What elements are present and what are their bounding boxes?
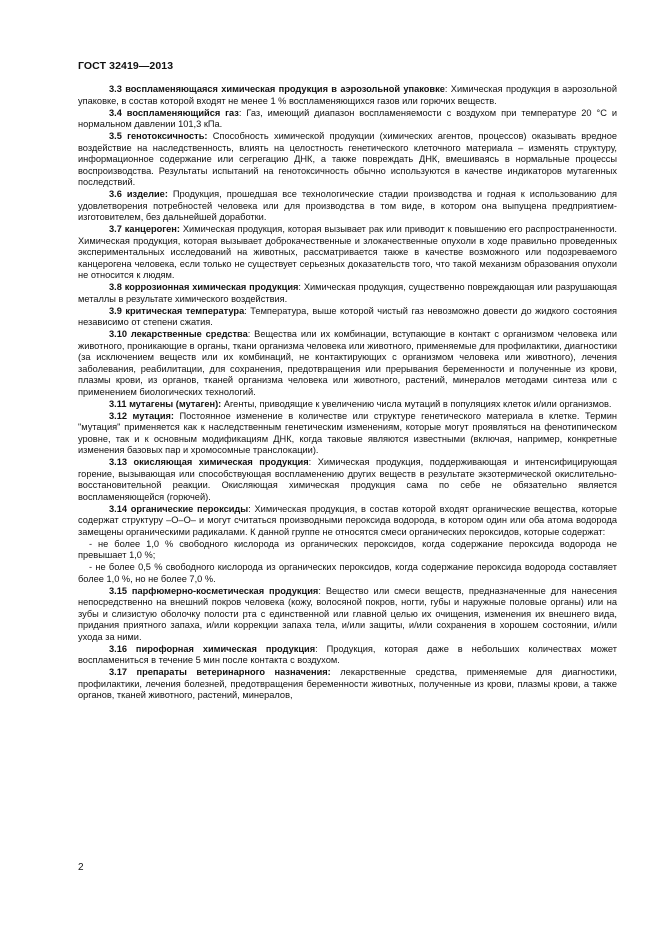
definition-paragraph: 3.3 воспламеняющаяся химическая продукция в аэрозольной упаковке: Химическая продукция в аэрозольной упаковке, в состав которой входят не менее 1 % воспламеняющихся газов или горючих веществ. (78, 84, 617, 106)
definition-term: 3.15 парфюмерно-косметическая продукция (109, 585, 319, 596)
definition-paragraph: 3.10 лекарственные средства: Вещества или их комбинации, вступающие в контакт с организмом человека или животного, проникающие в органы, ткани организма человека или животного, применяемые для профилактики, диагностики (за исключением веществ или их комбинаций, не контактирующих с организмом человека или животного), лечения заболевания, реабилитации, для сохранения, предотвращения или прерывания беременности и полученные из крови, плазмы крови, из органов, тканей организма человека или животного, растений, минералов методами синтеза или с применением биологических технологий. (78, 329, 617, 397)
definition-text: Химическая продукция, которая вызывает рак или приводит к повышению его распространенности. Химическая продукция, которая вызывает доброкачественные и злокачественные опухоли в ходе правильно проведенных экспериментальных исследований на животных, рассматривается также в качестве возможного или подозреваемого канцерогена человека, если только не существует серьезных доказательств того, что такой механизм образования опухоли не относится к людям. (78, 224, 617, 280)
definition-term: 3.3 воспламеняющаяся химическая продукция в аэрозольной упаковке (109, 84, 445, 94)
definition-paragraph: 3.4 воспламеняющийся газ: Газ, имеющий диапазон воспламеняемости с воздухом при температуре 20 °С и нормальном давлении 101,3 кПа. (78, 107, 617, 129)
definition-term: 3.7 канцероген: (109, 224, 180, 234)
definition-paragraph: 3.8 коррозионная химическая продукция: Химическая продукция, существенно повреждающая или разрушающая металлы в результате химического воздействия. (78, 282, 618, 304)
definition-paragraph: 3.14 органические пероксиды: Химическая продукция, в состав которой входят органические вещества, которые содержат структуру –О–О– и могут считаться производными пероксида водорода, в котором один или оба атома водорода замещены органическими радикалами. К данной группе не относятся смеси органических пероксидов, которые содержат: (78, 503, 618, 537)
definition-term: 3.13 окисляющая химическая продукция (109, 457, 309, 467)
definition-term: 3.11 мутагены (мутаген): (109, 398, 222, 409)
definition-paragraph: 3.15 парфюмерно-косметическая продукция: Вещество или смеси веществ, предназначенные для нанесения непосредственно на внешний покров человека (кожу, волосяной покров, ногти, губы и наружные половые органы) или на зубы и слизистую оболочку полости рта с единственной или главной целью их очищения, изменения их внешнего вида, придания приятного запаха, и/или коррекции запаха тела, и/или защиты, и/или сохранения в хорошем состоянии, и/или ухода за ними. (78, 585, 618, 642)
definition-text: Температура, выше которой чистый газ невозможно довести до жидкого состояния независимо от степени сжатия. (78, 305, 618, 327)
definition-text: Вещество или смеси веществ, предназначенные для нанесения непосредственно на внешний покров человека (кожу, волосяной покров, ногти, губы и наружные половые органы) или на зубы и слизистую оболочку полости рта с единственной или главной целью их очищения, изменения их внешнего вида, придания приятного запаха, и/или коррекции запаха тела, и/или защиты, и/или сохранения в хорошем состоянии, и/или ухода за ними. (78, 585, 618, 642)
definition-term: 3.10 лекарственные средства (109, 329, 248, 339)
definition-text: Продукция, которая даже в небольших количествах может воспламениться в течение 5 мин после контакта с воздухом. (78, 643, 618, 665)
definition-text: лекарственные средства, применяемые для диагностики, профилактики, лечения болезней, предотвращения беременности животных, полученные из крови, плазмы крови, а также органов, тканей животного, растений, минералов, (78, 667, 617, 700)
definition-text: Химическая продукция, существенно повреждающая или разрушающая металлы в результате химического воздействия. (78, 282, 618, 304)
document-body (78, 84, 617, 702)
definition-text: Газ, имеющий диапазон воспламеняемости с воздухом при температуре 20 °С и нормальном давлении 101,3 кПа. (78, 107, 617, 129)
definition-text: Химическая продукция, в состав которой входят органические вещества, которые содержат структуру –О–О– и могут считаться производными пероксида водорода, в котором один или оба атома водорода замещены органическими радикалами. К данной группе не относятся смеси органических пероксидов, которые содержат: (78, 503, 618, 537)
definition-text: Продукция, прошедшая все технологические стадии производства и годная к использованию для удовлетворения потребностей человека или для производства в том виде, в котором она выпущена предприятием-изготовителем, без дальнейшей доработки. (78, 189, 617, 222)
definition-text: Химическая продукция, поддерживающая и интенсифицирующая горение, вызывающая или способствующая воспламенению других веществ в результате экзотермической окислительно-восстановительной реакции. Окисляющая химическая продукция сама по себе не обязательно является воспламеняющейся (горючей). (78, 457, 618, 502)
definition-text: Постоянное изменение в количестве или структуре генетического материала в клетке. Термин "мутация" применяется как к наследственным генетическим изменениям, которые могут проявляться на фенотипическом уровне, так и к основным модификациям ДНК, когда таковые являются известными (включая, например, конкретные изменения базовых пар и хромосомные транслокации). (78, 410, 618, 455)
definition-paragraph (78, 131, 617, 189)
definition-paragraph (78, 667, 617, 702)
definition-term: 3.8 коррозионная химическая продукция (109, 282, 299, 292)
list-item: - не более 0,5 % свободного кислорода из органических пероксидов, когда содержание пероксида водорода составляет более 1,0 %, но не более 7,0 %. (78, 562, 617, 584)
definition-term: 3.5 генотоксичность: (109, 131, 208, 141)
definition-paragraph (78, 399, 617, 411)
definition-term: 3.17 препараты ветеринарного назначения: (109, 667, 331, 677)
page-number: 2 (78, 862, 84, 873)
definition-text: Агенты, приводящие к увеличению числа мутаций в популяциях клеток и/или организмов. (223, 398, 612, 409)
definition-paragraph (78, 411, 617, 457)
definition-term: 3.14 органические пероксиды (109, 503, 249, 514)
definition-term: 3.9 критическая температура (109, 305, 245, 316)
definition-paragraph (78, 189, 617, 224)
definition-paragraph: 3.13 окисляющая химическая продукция: Химическая продукция, поддерживающая и интенсифицирующая горение, вызывающая или способствующая воспламенению других веществ в результате экзотермической окислительно-восстановительной реакции. Окисляющая химическая продукция сама по себе не обязательно является воспламеняющейся (горючей). (78, 457, 618, 502)
definition-text: Вещества или их комбинации, вступающие в контакт с организмом человека или животного, проникающие в органы, ткани организма человека или животного, применяемые для профилактики, диагностики (за исключением веществ или их комбинаций, не контактирующих с организмом человека или животного), лечения заболевания, реабилитации, для сохранения, предотвращения или прерывания беременности и полученные из крови, плазмы крови, из органов, тканей организма человека или животного, растений, минералов методами синтеза или с применением биологических технологий. (78, 329, 617, 397)
definition-term: 3.4 воспламеняющийся газ (109, 107, 239, 118)
document-header: ГОСТ 32419—2013 (78, 60, 174, 72)
definition-text: Химическая продукция в аэрозольной упаковке, в состав которой входят не менее 1 % воспламеняющихся газов или горючих веществ. (78, 84, 617, 106)
definition-paragraph: 3.16 пирофорная химическая продукция: Продукция, которая даже в небольших количествах может воспламениться в течение 5 мин после контакта с воздухом. (78, 643, 618, 665)
definition-paragraph: 3.9 критическая температура: Температура, выше которой чистый газ невозможно довести до жидкого состояния независимо от степени сжатия. (78, 305, 618, 327)
definition-paragraph (78, 224, 617, 282)
list-item: - не более 1,0 % свободного кислорода из органических пероксидов, когда содержание пероксида водорода не превышает 1,0 %; (78, 538, 617, 560)
definition-term: 3.12 мутация: (109, 410, 174, 421)
definition-term: 3.6 изделие: (109, 189, 168, 199)
definition-term: 3.16 пирофорная химическая продукция (109, 643, 316, 654)
definition-text: Способность химической продукции (химических агентов, процессов) оказывать вредное воздействие на наследственность, влиять на целостность генетического клеточного материала – изменять структуру, информационное содержание или сегрегацию ДНК, а также повреждать ДНК, вмешиваясь в нормальные процессы воспроизводства. Результаты испытаний на генотоксичность обычно используются в качестве индикаторов мутагенных последствий. (78, 131, 617, 187)
